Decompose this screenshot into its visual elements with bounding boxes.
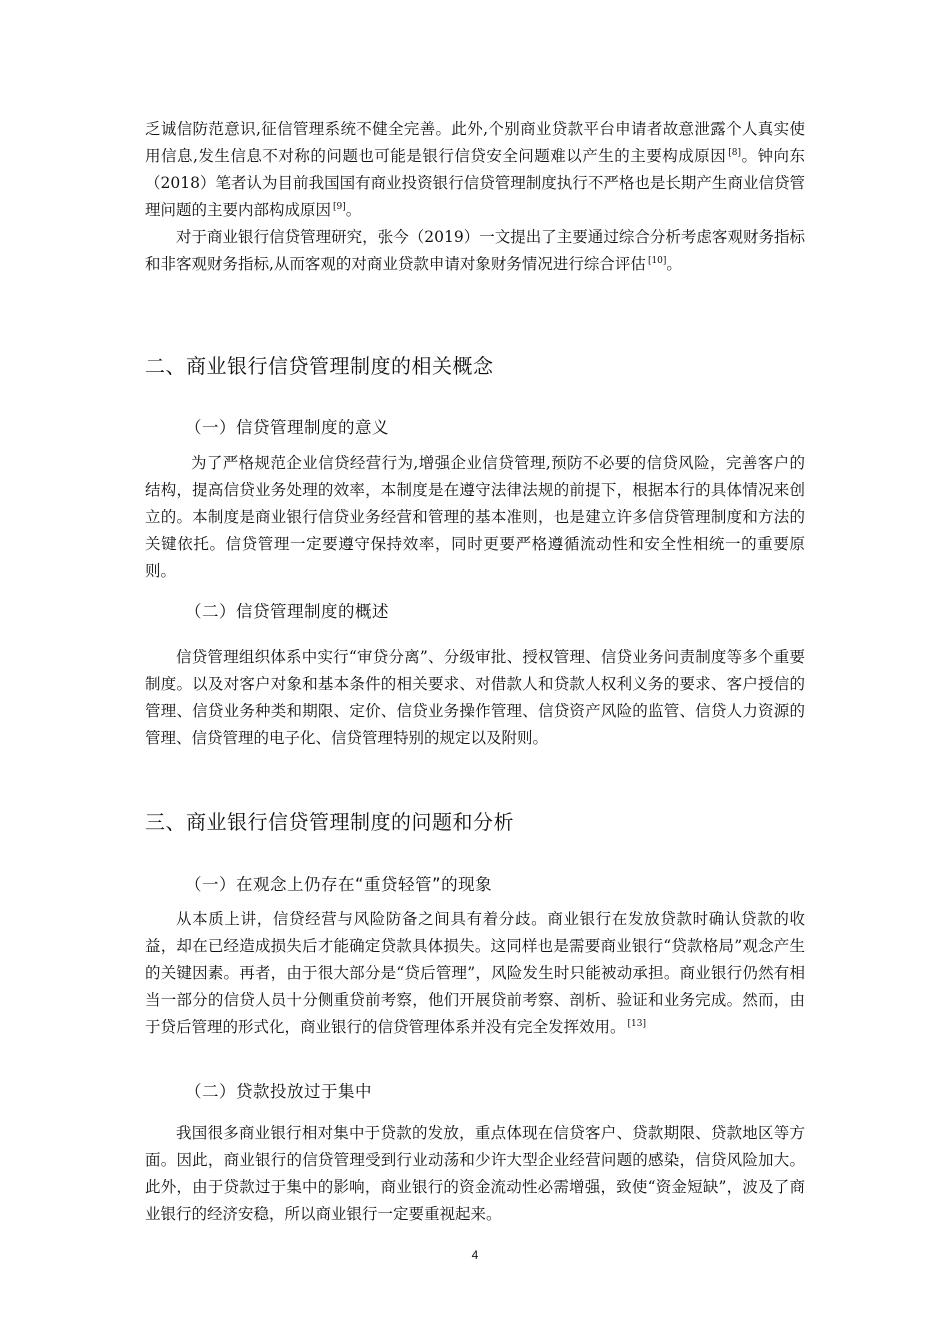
intro-p1-text-b: 。钟向东（2018）笔者认为目前我国国有商业投资银行信贷管理制度执行不严格也是长期产生商业信贷管理问题的主要内部构成原因 <box>145 147 805 219</box>
citation-ref-8: [8] <box>728 147 741 158</box>
section-2-heading: 二、商业银行信贷管理制度的相关概念 <box>145 354 494 378</box>
intro-p2-text-a: 对于商业银行信贷管理研究，张今（2019）一文提出了主要通过综合分析考虑客观财务指标和非客观财务指标,从而客观的对商业贷款申请对象财务情况进行综合评估 <box>145 228 805 273</box>
citation-ref-10: [10] <box>647 255 667 266</box>
section-3-2-paragraph: 我国很多商业银行相对集中于贷款的发放，重点体现在信贷客户、贷款期限、贷款地区等方面。因此，商业银行的信贷管理受到行业动荡和少许大型企业经营问题的感染，信贷风险加大。此外，由于贷款过于集中的影响，商业银行的资金流动性必需增强，致使“资金短缺”，波及了商业银行的经济安稳，所以商业银行一定要重视起来。 <box>145 1124 805 1223</box>
citation-ref-9: [9] <box>333 201 346 212</box>
section-2-2-paragraph: 信贷管理组织体系中实行“审贷分离”、分级审批、授权管理、信贷业务问责制度等多个重要制度。以及对客户对象和基本条件的相关要求、对借款人和贷款人权利义务的要求、客户授信的管理、信贷业务种类和期限、定价、信贷业务操作管理、信贷资产风险的监管、信贷人力资源的管理、信贷管理的电子化、信贷管理特别的规定以及附则。 <box>145 648 805 747</box>
section-3-1-text: 从本质上讲，信贷经营与风险防备之间具有着分歧。商业银行在发放贷款时确认贷款的收益，却在已经造成损失后才能确定贷款具体损失。这同样也是需要商业银行“贷款格局”观念产生的关键因素。再者，由于很大部分是“贷后管理”，风险发生时只能被动承担。商业银行仍然有相当一部分的信贷人员十分侧重贷前考察，他们开展贷前考察、剖析、验证和业务完成。然而，由于贷后管理的形式化，商业银行的信贷管理体系并没有完全发挥效用。 <box>145 910 805 1036</box>
intro-paragraph-1 <box>145 116 805 224</box>
page-number: 4 <box>471 1248 479 1262</box>
intro-p1-text-a: 乏诚信防范意识,征信管理系统不健全完善。此外,个别商业贷款平台申请者故意泄露个人真实使用信息,发生信息不对称的问题也可能是银行信贷安全问题难以产生的主要构成原因 <box>145 120 805 165</box>
section-3-1-heading: （一）在观念上仍存在“重贷轻管”的现象 <box>185 875 493 894</box>
section-2-2-heading: （二）信贷管理制度的概述 <box>185 602 389 621</box>
section-3-1-paragraph <box>145 906 805 1041</box>
section-3-2-heading: （二）贷款投放过于集中 <box>185 1082 372 1101</box>
section-2-1-heading: （一）信贷管理制度的意义 <box>185 418 389 437</box>
intro-p2-text-b: 。 <box>666 255 682 273</box>
section-2-1-paragraph: 为了严格规范企业信贷经营行为,增强企业信贷管理,预防不必要的信贷风险，完善客户的结构，提高信贷业务处理的效率，本制度是在遵守法律法规的前提下，根据本行的具体情况来创立的。本制度是商业银行信贷业务经营和管理的基本准则，也是建立许多信贷管理制度和方法的关键依托。信贷管理一定要遵守保持效率，同时更要严格遵循流动性和安全性相统一的重要原则。 <box>145 454 805 580</box>
section-3-heading: 三、商业银行信贷管理制度的问题和分析 <box>145 810 514 834</box>
intro-p1-text-c: 。 <box>345 201 362 219</box>
intro-paragraph-2 <box>145 224 805 278</box>
citation-ref-13: [13] <box>627 1018 646 1029</box>
